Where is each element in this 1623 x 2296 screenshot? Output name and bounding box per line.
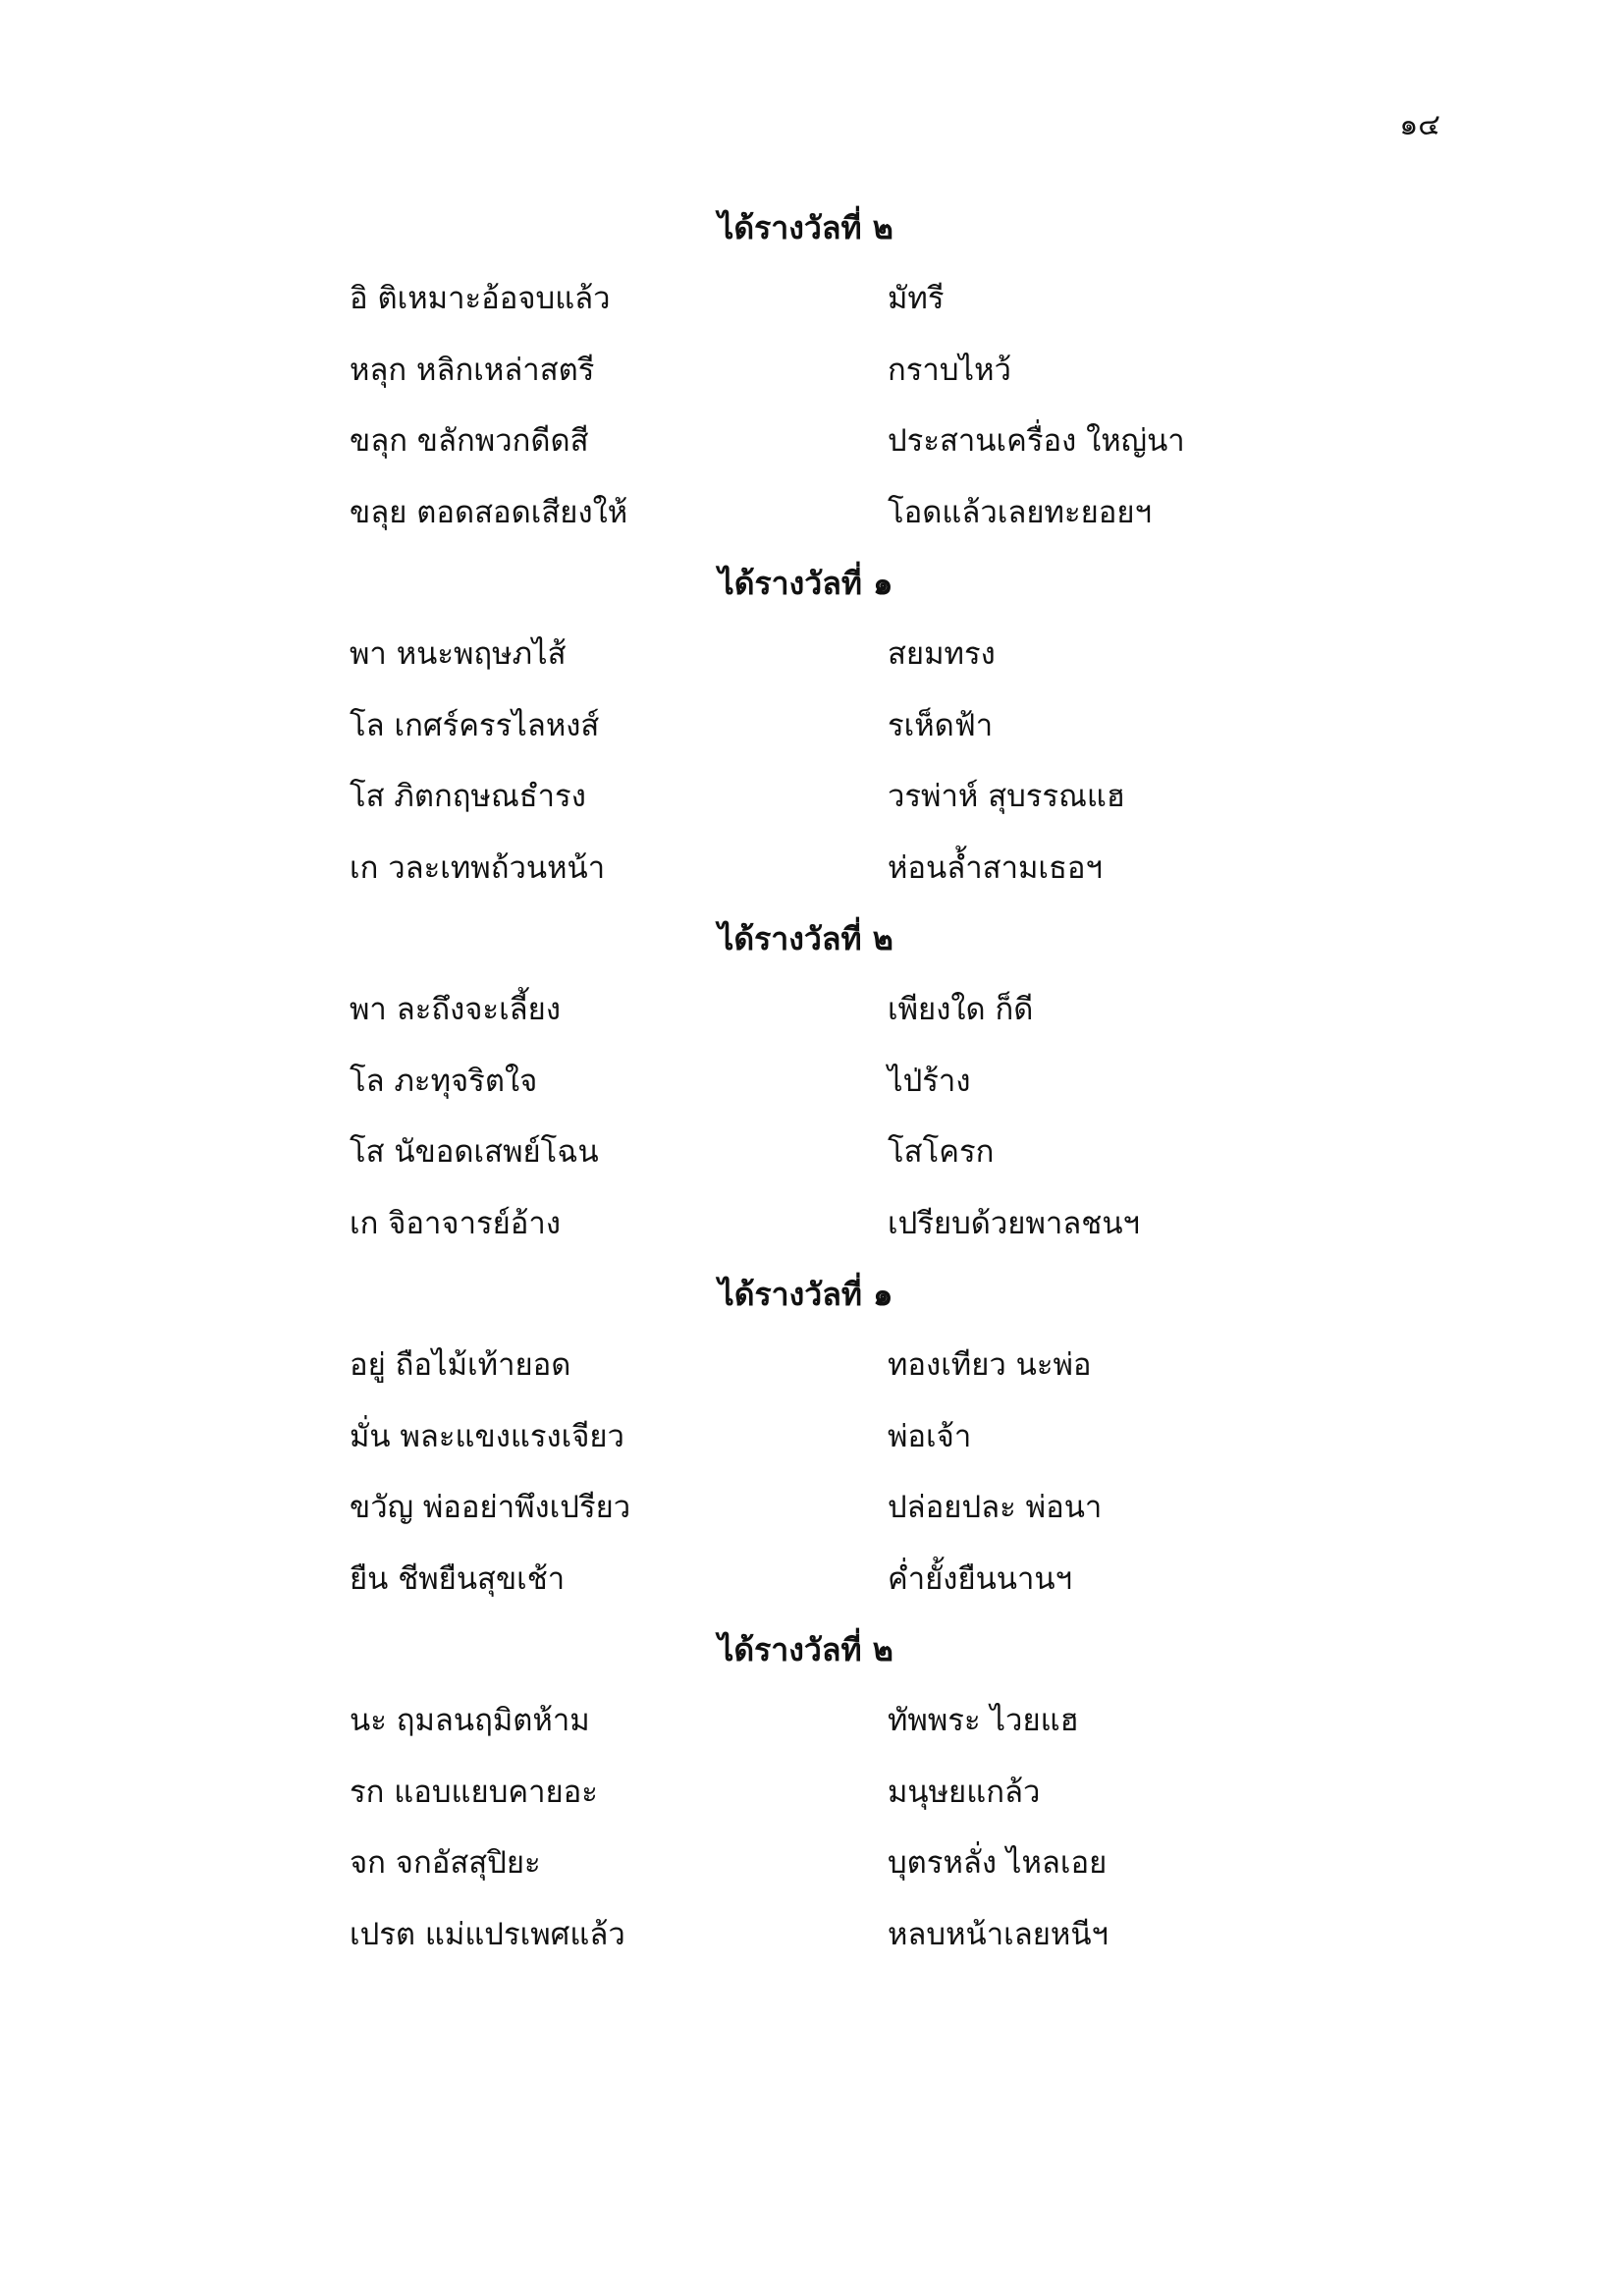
line-right: ประสานเครื่อง ใหญ่นา xyxy=(888,423,1185,459)
poem-line xyxy=(0,335,1623,407)
line-right: บุตรหลั่ง ไหลเอย xyxy=(888,1845,1108,1881)
stanza-heading: ได้รางวัลที่ ๒ xyxy=(718,209,893,246)
line-right: ทองเทียว นะพ่อ xyxy=(888,1347,1092,1383)
poem-line xyxy=(0,1472,1623,1544)
line-left: ขลุย ตอดสอดเสียงให้ xyxy=(350,494,628,530)
line-right: ห่อนล้ำสามเธอฯ xyxy=(888,849,1103,886)
line-left: ขลุก ขลักพวกดีดสี xyxy=(350,423,589,459)
line-right: ปล่อยปละ พ่อนา xyxy=(888,1490,1103,1525)
poem-line xyxy=(0,477,1623,549)
stanza-5 xyxy=(0,1614,1623,1970)
stanza-1 xyxy=(0,192,1623,548)
poem-line xyxy=(0,1330,1623,1401)
line-right: เพียงใด ก็ดี xyxy=(888,992,1034,1027)
poem-line xyxy=(0,1046,1623,1118)
poem-line xyxy=(0,690,1623,762)
poem-line xyxy=(0,1544,1623,1615)
line-left: จก จกอัสสุปิยะ xyxy=(350,1845,541,1881)
stanza-2 xyxy=(0,548,1623,903)
line-left: โล ภะทุจริตใจ xyxy=(350,1063,538,1099)
line-left: เก จิอาจารย์อ้าง xyxy=(350,1205,561,1241)
line-right: พ่อเจ้า xyxy=(888,1418,972,1454)
line-left: พา หนะพฤษภไส้ xyxy=(350,636,567,672)
line-right: ทัพพระ ไวยแฮ xyxy=(888,1703,1079,1738)
line-left: เปรต แม่แปรเพศแล้ว xyxy=(350,1916,625,1952)
line-right: ค่ำยั้งยืนนานฯ xyxy=(888,1560,1072,1597)
line-right: โสโครก xyxy=(888,1134,995,1170)
line-left: ขวัญ พ่ออย่าพึงเปรียว xyxy=(350,1490,631,1525)
stanza-heading: ได้รางวัลที่ ๑ xyxy=(718,565,893,602)
poem xyxy=(0,192,1623,1970)
poem-line xyxy=(0,974,1623,1046)
poem-line xyxy=(0,761,1623,833)
line-left: นะ ฤมลนฤมิตห้าม xyxy=(350,1703,590,1738)
line-left: มั่น พละแขงแรงเจียว xyxy=(350,1418,624,1454)
poem-line xyxy=(0,1899,1623,1971)
line-right: มัทรี xyxy=(888,281,945,316)
poem-line xyxy=(0,1685,1623,1757)
line-left: อยู่ ถือไม้เท้ายอด xyxy=(350,1347,571,1383)
line-left: รก แอบแยบคายอะ xyxy=(350,1774,598,1810)
line-right: โอดแล้วเลยทะยอยฯ xyxy=(888,494,1152,530)
poem-line xyxy=(0,1828,1623,1899)
poem-line xyxy=(0,406,1623,477)
page-number: ๑๔ xyxy=(1399,108,1440,142)
line-right: มนุษยแกล้ว xyxy=(888,1774,1041,1810)
line-right: สยมทรง xyxy=(888,636,996,672)
poem-line xyxy=(0,1188,1623,1260)
line-left: โส ภิตกฤษณธำรง xyxy=(350,779,586,814)
line-right: หลบหน้าเลยหนีฯ xyxy=(888,1916,1109,1952)
poem-line xyxy=(0,1757,1623,1829)
line-left: เก วละเทพถ้วนหน้า xyxy=(350,849,606,886)
line-left: โส นัขอดเสพย์โฉน xyxy=(350,1134,599,1170)
poem-line xyxy=(0,833,1623,904)
line-left: อิ ติเหมาะอ้อจบแล้ว xyxy=(350,281,611,316)
line-left: ยืน ชีพยืนสุขเช้า xyxy=(350,1560,566,1597)
stanza-heading: ได้รางวัลที่ ๒ xyxy=(718,1631,893,1668)
poem-line xyxy=(0,619,1623,690)
line-left: พา ละถึงจะเลี้ยง xyxy=(350,992,561,1027)
poem-line xyxy=(0,1401,1623,1473)
line-right: ไป่ร้าง xyxy=(888,1063,971,1099)
poem-line xyxy=(0,1117,1623,1188)
poem-line xyxy=(0,263,1623,335)
stanza-3 xyxy=(0,903,1623,1259)
stanza-heading: ได้รางวัลที่ ๒ xyxy=(718,920,893,957)
stanza-heading: ได้รางวัลที่ ๑ xyxy=(718,1276,893,1313)
line-left: หลุก หลิกเหล่าสตรี xyxy=(350,352,595,388)
line-right: รเห็ดฟ้า xyxy=(888,707,994,743)
line-right: กราบไหว้ xyxy=(888,352,1011,388)
stanza-4 xyxy=(0,1259,1623,1614)
line-right: เปรียบด้วยพาลชนฯ xyxy=(888,1205,1140,1241)
line-right: วรพ่าห์ สุบรรณแฮ xyxy=(888,779,1125,814)
line-left: โล เกศร์ครรไลหงส์ xyxy=(350,707,600,743)
